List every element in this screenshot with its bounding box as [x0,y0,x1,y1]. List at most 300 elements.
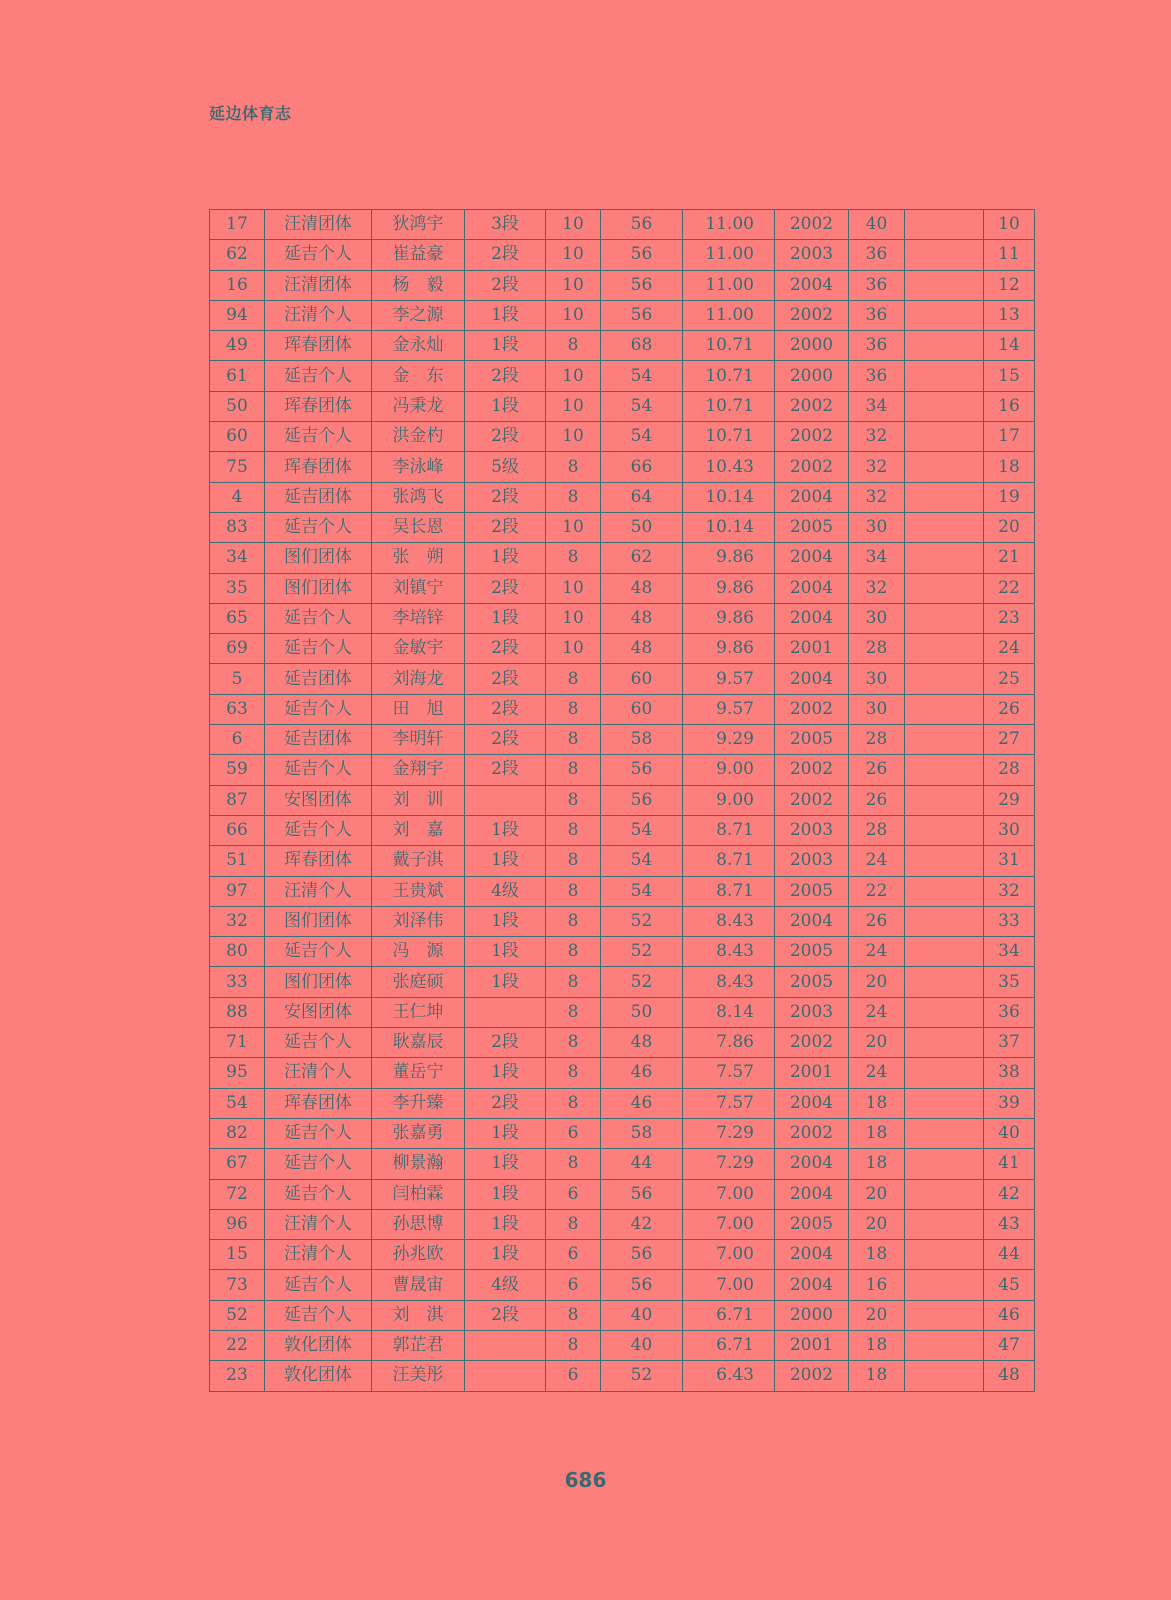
cell-games: 8 [546,725,601,755]
cell-birth-year: 2004 [775,906,849,936]
cell-score: 56 [601,1179,683,1209]
cell-player-name: 孙兆欧 [372,1240,465,1270]
cell-points: 36 [849,300,905,330]
cell-seq-number: 35 [210,573,265,603]
cell-score: 64 [601,482,683,512]
cell-score: 52 [601,906,683,936]
table-row [210,1058,1035,1088]
cell-games: 6 [546,1240,601,1270]
cell-player-name: 曹晟宙 [372,1270,465,1300]
cell-score: 50 [601,997,683,1027]
cell-team: 图们团体 [265,967,372,997]
cell-blank [905,300,984,330]
cell-points: 16 [849,1270,905,1300]
cell-birth-year: 2002 [775,755,849,785]
cell-games: 8 [546,694,601,724]
cell-score: 56 [601,1270,683,1300]
cell-points: 32 [849,452,905,482]
cell-score: 48 [601,573,683,603]
cell-birth-year: 2005 [775,967,849,997]
cell-ratio: 9.57 [683,694,775,724]
cell-blank [905,1300,984,1330]
cell-ratio: 10.71 [683,331,775,361]
cell-birth-year: 2005 [775,512,849,542]
cell-blank [905,906,984,936]
cell-rank: 2段 [465,482,546,512]
cell-points: 30 [849,512,905,542]
cell-seq-number: 88 [210,997,265,1027]
cell-points: 18 [849,1118,905,1148]
cell-player-name: 狄鸿宇 [372,210,465,240]
cell-points: 24 [849,1058,905,1088]
cell-birth-year: 2004 [775,1179,849,1209]
cell-games: 10 [546,512,601,542]
cell-ratio: 11.00 [683,210,775,240]
cell-birth-year: 2002 [775,210,849,240]
cell-score: 48 [601,1028,683,1058]
cell-seq-number: 6 [210,725,265,755]
cell-team: 珲春团体 [265,846,372,876]
cell-score: 54 [601,422,683,452]
cell-blank [905,755,984,785]
cell-ratio: 7.86 [683,1028,775,1058]
cell-birth-year: 2000 [775,331,849,361]
cell-blank [905,270,984,300]
cell-player-name: 李升臻 [372,1088,465,1118]
cell-player-name: 金敏宇 [372,634,465,664]
cell-placing: 10 [984,210,1035,240]
cell-team: 汪清个人 [265,1240,372,1270]
cell-rank: 2段 [465,725,546,755]
cell-games: 8 [546,906,601,936]
cell-rank: 1段 [465,543,546,573]
cell-seq-number: 62 [210,240,265,270]
cell-points: 30 [849,603,905,633]
cell-rank: 2段 [465,755,546,785]
cell-points: 32 [849,422,905,452]
cell-player-name: 张鸿飞 [372,482,465,512]
table-row [210,300,1035,330]
cell-player-name: 耿嘉辰 [372,1028,465,1058]
cell-team: 延吉个人 [265,603,372,633]
cell-score: 60 [601,694,683,724]
cell-score: 54 [601,846,683,876]
cell-team: 汪清个人 [265,876,372,906]
cell-placing: 17 [984,422,1035,452]
cell-team: 延吉个人 [265,694,372,724]
cell-team: 汪清个人 [265,1209,372,1239]
cell-blank [905,512,984,542]
cell-rank: 1段 [465,937,546,967]
cell-games: 8 [546,755,601,785]
table-row [210,452,1035,482]
cell-seq-number: 34 [210,543,265,573]
cell-birth-year: 2003 [775,240,849,270]
table-row [210,331,1035,361]
cell-team: 延吉个人 [265,512,372,542]
cell-ratio: 7.00 [683,1270,775,1300]
table-row [210,210,1035,240]
cell-seq-number: 52 [210,1300,265,1330]
cell-score: 58 [601,725,683,755]
cell-birth-year: 2004 [775,1149,849,1179]
cell-birth-year: 2005 [775,1209,849,1239]
cell-ratio: 8.71 [683,846,775,876]
cell-team: 汪清团体 [265,210,372,240]
cell-player-name: 刘 训 [372,785,465,815]
cell-points: 26 [849,906,905,936]
cell-placing: 22 [984,573,1035,603]
table-row [210,1361,1035,1391]
cell-games: 10 [546,634,601,664]
cell-games: 8 [546,997,601,1027]
cell-placing: 41 [984,1149,1035,1179]
cell-seq-number: 82 [210,1118,265,1148]
cell-birth-year: 2005 [775,725,849,755]
cell-score: 40 [601,1330,683,1360]
cell-blank [905,331,984,361]
cell-games: 8 [546,1028,601,1058]
cell-ratio: 9.57 [683,664,775,694]
cell-placing: 32 [984,876,1035,906]
cell-rank: 1段 [465,1058,546,1088]
table-row [210,755,1035,785]
cell-seq-number: 67 [210,1149,265,1179]
table-row [210,846,1035,876]
cell-points: 36 [849,270,905,300]
cell-ratio: 10.43 [683,452,775,482]
cell-rank [465,1361,546,1391]
table-row [210,634,1035,664]
cell-points: 28 [849,634,905,664]
table-row [210,937,1035,967]
cell-games: 8 [546,1149,601,1179]
cell-blank [905,634,984,664]
cell-games: 10 [546,391,601,421]
cell-placing: 23 [984,603,1035,633]
cell-blank [905,240,984,270]
cell-seq-number: 73 [210,1270,265,1300]
table-row [210,240,1035,270]
cell-score: 52 [601,967,683,997]
cell-placing: 37 [984,1028,1035,1058]
cell-blank [905,422,984,452]
cell-blank [905,1330,984,1360]
cell-blank [905,664,984,694]
cell-points: 18 [849,1088,905,1118]
cell-team: 图们团体 [265,573,372,603]
cell-ratio: 10.71 [683,391,775,421]
cell-ratio: 10.14 [683,482,775,512]
table-row [210,391,1035,421]
cell-points: 32 [849,573,905,603]
cell-rank: 1段 [465,846,546,876]
cell-birth-year: 2004 [775,573,849,603]
cell-birth-year: 2002 [775,785,849,815]
cell-blank [905,1058,984,1088]
cell-ratio: 11.00 [683,300,775,330]
cell-ratio: 6.43 [683,1361,775,1391]
cell-birth-year: 2004 [775,603,849,633]
cell-placing: 13 [984,300,1035,330]
cell-games: 8 [546,1209,601,1239]
cell-blank [905,391,984,421]
cell-points: 36 [849,240,905,270]
cell-birth-year: 2004 [775,543,849,573]
cell-score: 54 [601,815,683,845]
cell-points: 18 [849,1361,905,1391]
cell-player-name: 董岳宁 [372,1058,465,1088]
cell-seq-number: 83 [210,512,265,542]
cell-blank [905,1361,984,1391]
cell-placing: 14 [984,331,1035,361]
cell-team: 图们团体 [265,543,372,573]
cell-games: 8 [546,664,601,694]
cell-ratio: 7.00 [683,1209,775,1239]
cell-placing: 27 [984,725,1035,755]
cell-games: 8 [546,1058,601,1088]
cell-ratio: 10.71 [683,361,775,391]
cell-birth-year: 2001 [775,634,849,664]
cell-blank [905,725,984,755]
cell-team: 汪清个人 [265,1058,372,1088]
cell-score: 40 [601,1300,683,1330]
cell-ratio: 9.86 [683,543,775,573]
cell-seq-number: 60 [210,422,265,452]
cell-placing: 12 [984,270,1035,300]
cell-score: 46 [601,1058,683,1088]
cell-games: 10 [546,361,601,391]
cell-rank: 1段 [465,1179,546,1209]
table-body [210,210,1035,1392]
cell-player-name: 田 旭 [372,694,465,724]
cell-birth-year: 2002 [775,1361,849,1391]
cell-placing: 29 [984,785,1035,815]
cell-birth-year: 2004 [775,1270,849,1300]
cell-player-name: 金 东 [372,361,465,391]
cell-seq-number: 5 [210,664,265,694]
cell-ratio: 7.57 [683,1058,775,1088]
cell-rank [465,1330,546,1360]
cell-points: 24 [849,997,905,1027]
cell-rank: 1段 [465,603,546,633]
cell-rank: 2段 [465,361,546,391]
cell-rank: 2段 [465,634,546,664]
cell-birth-year: 2004 [775,482,849,512]
table-row [210,876,1035,906]
cell-team: 延吉个人 [265,422,372,452]
cell-placing: 38 [984,1058,1035,1088]
cell-score: 50 [601,512,683,542]
cell-points: 30 [849,694,905,724]
cell-placing: 18 [984,452,1035,482]
cell-rank: 2段 [465,1300,546,1330]
cell-player-name: 刘镇宁 [372,573,465,603]
cell-games: 8 [546,1330,601,1360]
cell-games: 8 [546,967,601,997]
cell-rank: 1段 [465,391,546,421]
cell-ratio: 9.00 [683,785,775,815]
cell-player-name: 李明轩 [372,725,465,755]
cell-rank: 1段 [465,906,546,936]
cell-player-name: 刘海龙 [372,664,465,694]
cell-placing: 33 [984,906,1035,936]
cell-player-name: 张嘉勇 [372,1118,465,1148]
cell-player-name: 洪金杓 [372,422,465,452]
cell-seq-number: 49 [210,331,265,361]
cell-seq-number: 16 [210,270,265,300]
cell-team: 安图团体 [265,997,372,1027]
cell-games: 8 [546,785,601,815]
cell-placing: 35 [984,967,1035,997]
cell-ratio: 8.43 [683,937,775,967]
cell-points: 20 [849,1028,905,1058]
cell-seq-number: 65 [210,603,265,633]
cell-birth-year: 2002 [775,422,849,452]
cell-placing: 16 [984,391,1035,421]
cell-blank [905,967,984,997]
cell-team: 延吉个人 [265,361,372,391]
cell-points: 24 [849,846,905,876]
cell-birth-year: 2005 [775,876,849,906]
cell-seq-number: 63 [210,694,265,724]
cell-placing: 28 [984,755,1035,785]
cell-points: 18 [849,1240,905,1270]
cell-games: 8 [546,876,601,906]
table-row [210,543,1035,573]
cell-blank [905,694,984,724]
cell-seq-number: 71 [210,1028,265,1058]
cell-birth-year: 2003 [775,997,849,1027]
cell-ratio: 6.71 [683,1300,775,1330]
cell-team: 延吉团体 [265,482,372,512]
cell-score: 56 [601,1240,683,1270]
table-row [210,664,1035,694]
cell-games: 8 [546,846,601,876]
table-row [210,906,1035,936]
cell-player-name: 汪美彤 [372,1361,465,1391]
cell-ratio: 7.00 [683,1179,775,1209]
cell-blank [905,1149,984,1179]
cell-birth-year: 2001 [775,1330,849,1360]
cell-seq-number: 87 [210,785,265,815]
cell-games: 8 [546,452,601,482]
cell-rank: 1段 [465,1209,546,1239]
cell-rank: 1段 [465,1149,546,1179]
cell-birth-year: 2000 [775,361,849,391]
cell-team: 珲春团体 [265,331,372,361]
cell-player-name: 冯秉龙 [372,391,465,421]
cell-games: 10 [546,270,601,300]
cell-team: 延吉个人 [265,1028,372,1058]
cell-player-name: 李之源 [372,300,465,330]
cell-rank: 2段 [465,512,546,542]
cell-games: 8 [546,937,601,967]
page-number: 686 [564,1468,607,1492]
cell-score: 56 [601,300,683,330]
cell-blank [905,1118,984,1148]
cell-score: 52 [601,1361,683,1391]
cell-seq-number: 33 [210,967,265,997]
cell-seq-number: 95 [210,1058,265,1088]
cell-team: 汪清个人 [265,300,372,330]
table-row [210,1118,1035,1148]
table-row [210,1300,1035,1330]
cell-rank [465,997,546,1027]
cell-points: 32 [849,482,905,512]
cell-placing: 30 [984,815,1035,845]
cell-placing: 47 [984,1330,1035,1360]
table-row [210,512,1035,542]
cell-placing: 44 [984,1240,1035,1270]
cell-score: 48 [601,603,683,633]
cell-seq-number: 50 [210,391,265,421]
cell-points: 18 [849,1149,905,1179]
cell-rank: 1段 [465,331,546,361]
cell-score: 62 [601,543,683,573]
cell-team: 延吉个人 [265,1179,372,1209]
cell-player-name: 李培锌 [372,603,465,633]
cell-ratio: 9.86 [683,573,775,603]
table-row [210,1028,1035,1058]
table-row [210,1209,1035,1239]
cell-points: 20 [849,1300,905,1330]
cell-placing: 20 [984,512,1035,542]
cell-score: 68 [601,331,683,361]
cell-player-name: 金翔宇 [372,755,465,785]
cell-seq-number: 69 [210,634,265,664]
cell-rank: 2段 [465,1088,546,1118]
cell-blank [905,937,984,967]
cell-games: 10 [546,240,601,270]
cell-team: 延吉个人 [265,1300,372,1330]
cell-player-name: 王贵斌 [372,876,465,906]
cell-seq-number: 32 [210,906,265,936]
cell-blank [905,876,984,906]
cell-birth-year: 2001 [775,1058,849,1088]
cell-player-name: 郭芷君 [372,1330,465,1360]
cell-player-name: 金永灿 [372,331,465,361]
cell-score: 54 [601,391,683,421]
cell-placing: 26 [984,694,1035,724]
cell-team: 珲春团体 [265,391,372,421]
cell-rank: 4级 [465,1270,546,1300]
cell-ratio: 6.71 [683,1330,775,1360]
table-row [210,270,1035,300]
cell-ratio: 7.57 [683,1088,775,1118]
cell-seq-number: 97 [210,876,265,906]
cell-points: 34 [849,391,905,421]
cell-placing: 31 [984,846,1035,876]
cell-team: 延吉个人 [265,937,372,967]
cell-rank: 4级 [465,876,546,906]
cell-games: 10 [546,573,601,603]
cell-ratio: 11.00 [683,270,775,300]
cell-team: 安图团体 [265,785,372,815]
cell-placing: 34 [984,937,1035,967]
cell-blank [905,210,984,240]
cell-team: 延吉个人 [265,755,372,785]
cell-points: 20 [849,1209,905,1239]
cell-points: 30 [849,664,905,694]
cell-games: 8 [546,482,601,512]
cell-seq-number: 4 [210,482,265,512]
results-table [209,209,1035,1392]
table-row [210,1179,1035,1209]
cell-blank [905,573,984,603]
cell-games: 8 [546,331,601,361]
cell-ratio: 8.43 [683,906,775,936]
